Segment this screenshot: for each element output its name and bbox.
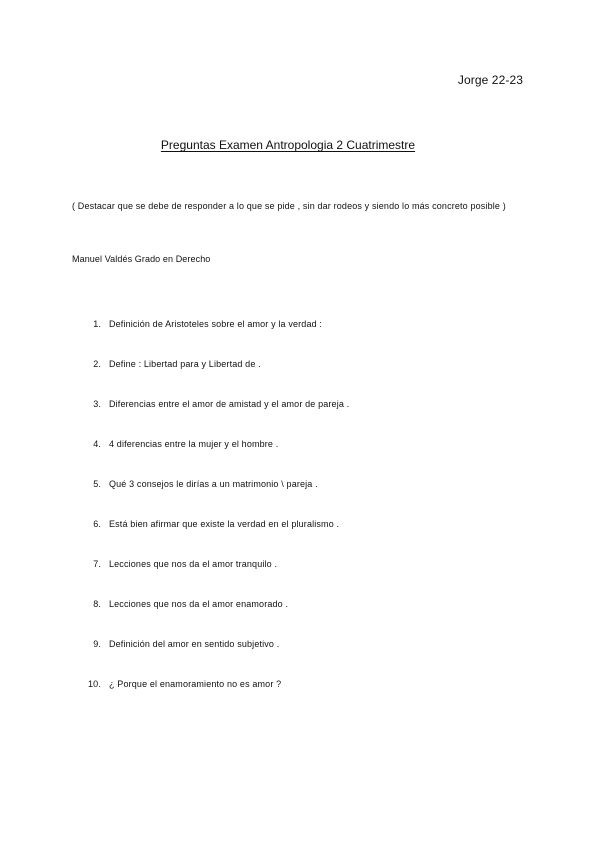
question-number: 7. bbox=[93, 559, 101, 569]
question-number: 2. bbox=[93, 359, 101, 369]
question-item bbox=[72, 479, 532, 519]
author-tag: Jorge 22-23 bbox=[457, 73, 523, 87]
question-number: 6. bbox=[93, 519, 101, 529]
question-number: 3. bbox=[93, 399, 101, 409]
question-text: Qué 3 consejos le dirías a un matrimonio \ pareja . bbox=[109, 479, 318, 489]
instructions-note: ( Destacar que se debe de responder a lo que se pide , sin dar rodeos y siendo lo más concreto posible ) bbox=[72, 201, 506, 211]
question-number: 1. bbox=[93, 319, 101, 329]
question-text: Definición de Aristoteles sobre el amor y la verdad : bbox=[109, 319, 323, 329]
question-text: 4 diferencias entre la mujer y el hombre . bbox=[109, 439, 279, 449]
question-text: Está bien afirmar que existe la verdad en el pluralismo . bbox=[109, 519, 340, 529]
author-line: Manuel Valdés Grado en Derecho bbox=[72, 254, 211, 264]
question-item bbox=[72, 439, 532, 479]
question-text: Define : Libertad para y Libertad de . bbox=[109, 359, 261, 369]
question-item bbox=[72, 599, 532, 639]
question-number: 8. bbox=[93, 599, 101, 609]
question-item bbox=[72, 319, 532, 359]
question-item bbox=[72, 519, 532, 559]
question-item bbox=[72, 639, 532, 679]
question-item bbox=[72, 679, 532, 719]
question-number: 10. bbox=[88, 679, 101, 689]
question-number: 4. bbox=[93, 439, 101, 449]
question-number: 9. bbox=[93, 639, 101, 649]
question-text: Lecciones que nos da el amor tranquilo . bbox=[109, 559, 278, 569]
page-title: Preguntas Examen Antropologia 2 Cuatrimestre bbox=[160, 138, 416, 152]
question-text: ¿ Porque el enamoramiento no es amor ? bbox=[109, 679, 282, 689]
question-text: Diferencias entre el amor de amistad y el amor de pareja . bbox=[109, 399, 350, 409]
question-item bbox=[72, 559, 532, 599]
question-text: Definición del amor en sentido subjetivo . bbox=[109, 639, 280, 649]
question-list bbox=[72, 319, 532, 719]
question-item bbox=[72, 399, 532, 439]
question-number: 5. bbox=[93, 479, 101, 489]
question-item bbox=[72, 359, 532, 399]
question-text: Lecciones que nos da el amor enamorado . bbox=[109, 599, 289, 609]
